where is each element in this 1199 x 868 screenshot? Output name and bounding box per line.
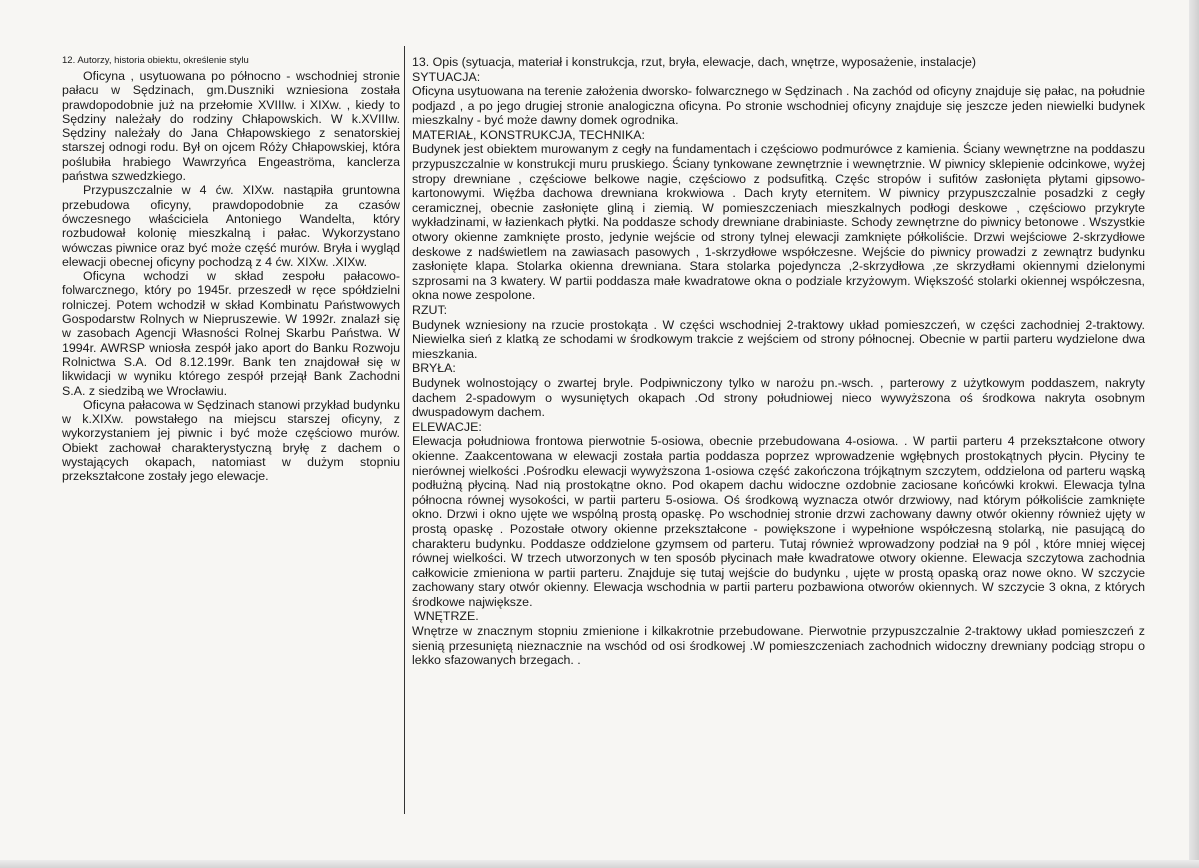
column-divider: [404, 46, 405, 814]
interior-body: Wnętrze w znacznym stopniu zmienione i kilkakrotnie przebudowane. Pierwotnie przypuszczalnie 2-traktowy układ pomieszczeń z sienią przesuniętą nieznacznie na wschód od osi środkowej .W pomieszczeniach zachodnich widoczny drewniany podciąg stropu o lekko sfazowanych brzegach. .: [412, 624, 1145, 668]
elevations-title: ELEWACJE:: [412, 419, 482, 434]
situation-title: SYTUACJA:: [412, 69, 481, 84]
plan-title: RZUT:: [412, 303, 448, 317]
plan-body: Budynek wzniesiony na rzucie prostokąta . W części wschodniej 2-traktowy układ pomieszczeń, w części zachodniej 2-traktowy. Niewielka sień z klatką ze schodami w środkowym trakcie z wejściem od strony północnej. Obecnie w partii parteru wydzielone dwa mieszkania.: [412, 317, 1145, 361]
scan-edge-right: [1189, 0, 1199, 868]
scan-edge-bottom: [0, 860, 1199, 868]
material-title: MATERIAŁ, KONSTRUKCJA, TECHNIKA:: [412, 127, 645, 142]
mass-title: BRYŁA:: [412, 361, 456, 376]
section-13-heading: 13. Opis (sytuacja, materiał i konstrukcja, rzut, bryła, elewacje, dach, wnętrze, wyposażenie, instalacje): [412, 55, 977, 69]
situation-body: Oficyna usytuowana na terenie założenia dworsko- folwarcznego w Sędzinach . Na zachód od oficyny znajduje się pałac, na południe podjazd , a po jego drugiej stronie analogiczna oficyna. Po stronie wschodniej oficyny znajduje się jeszcze jeden niewielki budynek mieszkalny - być może dawny domek ogrodnika.: [412, 84, 1145, 128]
elevations-body: Elewacja południowa frontowa pierwotnie 5-osiowa, obecnie przebudowana 4-osiowa. . W partii parteru 4 przekształcone otwory okienne. Zaakcentowana w elewacji została partia poddasza poprzez wprowadzenie wgłębnych prostokątnych płycin. Płyciny te nierównej wielkości .Pośrodku elewacji wywyższona 1-osiowa część zakończona trójkątnym szczytem, oddzielona od parteru wąską podłużną płyciną. Nad nią prostokątne okno. Pod okapem dachu widoczne ozdobnie zaciosane końcówki krokwi. Elewacja tylna północna równej wysokości, w partii parteru 5-osiowa. Oś środkową wyznacza otwór drzwiowy, nad którym półkoliście zamknięte okno. Drzwi i okno ujęte we wspólną prostą opaskę. Po wschodniej stronie drzwi zachowany dawny otwór okienny również ujęty w prostą opaskę . Pozostałe otwory okienne przekształcone - powiększone i wypełnione współczesną stolarką, nie pasującą do charakteru budynku. Poddasze oddzielone gzymsem od parteru. Tutaj również wprowadzony podział na 9 pól , które mniej więcej równej wielkości. W trzech utworzonych w ten sposób płycinach małe kwadratowe otwory okienne. Elewacja szczytowa zachodnia całkowicie zmieniona w partii parteru. Znajduje się tutaj wejście do budynku , ujęte w prostą opaską oraz nowe okno. W szczycie zachowany stary otwór okienny. Elewacja wschodnia w partii parteru pozbawiona otworów okiennych. W szczycie 3 okna, z których środkowe największe.: [412, 434, 1145, 609]
right-column: [412, 55, 1145, 668]
history-paragraph-3: Oficyna wchodzi w skład zespołu pałacowo-folwarcznego, który po 1945r. przeszedł w ręce spółdzielni rolniczej. Potem wchodził w skład Kombinatu Państwowych Gospodarstw Rolnych w Niepruszewie. W 1992r. znalazł się w zasobach Agencji Własności Rolnej Skarbu Państwa. W 1994r. AWRSP wniosła zespół jako aport do Banku Rozwoju Rolnictwa S.A. Od 8.12.199r. Bank ten znajdował się w likwidacji w wyniku którego zespół przejął Bank Zachodni S.A. z siedzibą we Wrocławiu.: [62, 269, 400, 398]
left-column: [62, 55, 400, 484]
history-paragraph-1: Oficyna , usytuowana po północno - wschodniej stronie pałacu w Sędzinach, gm.Duszniki wzniesiona została prawdopodobnie już na przełomie XVIIIw. i XIXw. , kiedy to Sędziny należały do rodziny Chłapowskich. W k.XVIIIw. Sędziny należały do Jana Chłapowskiego z senatorskiej starszej odnogi rodu. Był on ojcem Róży Chłapowskiej, która poślubiła hrabiego Wawrzyńca Engeaströma, kanclerza państwa szwedzkiego.: [62, 69, 400, 184]
material-body: Budynek jest obiektem murowanym z cegły na fundamentach i częściowo podmurówce z kamienia. Ściany wewnętrzne na poddaszu przypuszczalnie w konstrukcji muru pruskiego. Ściany tynkowane zewnętrznie i wewnętrznie. W piwnicy sklepienie odcinkowe, wyżej stropy drewniane , częściowe belkowe nagie, częściowo z podsufitką. Częśc stropów i sufitów zasłonięta płytami gipsowo- kartonowymi. Więźba dachowa drewniana krokwiowa . Dach kryty eternitem. W piwnicy przypuszczalnie posadzki z cegły ceramicznej, obecnie zasłonięte gliną i ziemią. W pomieszczeniach mieszkalnych podłogi deskowe , częściowo przykryte wykładzinami, w łazienkach płytki. Na poddasze schody drewniane drabiniaste. Schody zewnętrzne do piwnicy betonowe . Wszystkie otwory okienne zamknięte prosto, jedynie wejście od strony tylnej elewacji zamknięte półkoliście. Drzwi wejściowe 2-skrzydłowe deskowe z nadświetlem na zawiasach pasowych , 1-skrzydłowe współczesne. Wejście do piwnicy prowadzi z zewnątrz budynku zasłonięte klapa. Stolarka okienna drewniana. Stara stolarka pojedyncza ,2-skrzydłowa ,ze skrzydłami okiennymi dzielonymi szprosami na 3 kwatery. W partii poddasza małe kwadratowe okna o podziale krzyżowym. Większość stolarki okiennej współczesna, okna nowe zespolone.: [412, 142, 1145, 303]
mass-body: Budynek wolnostojący o zwartej bryle. Podpiwniczony tylko w narożu pn.-wsch. , parterowy z użytkowym poddaszem, nakryty dachem 2-spadowym o wysuniętych okapach .Od strony południowej nieco wywyższona oś środkowa nakryta osobnym dwuspadowym dachem.: [412, 375, 1145, 420]
section-12-heading: 12. Autorzy, historia obiektu, określenie stylu: [62, 55, 249, 66]
interior-title: WNĘTRZE.: [414, 609, 479, 624]
history-paragraph-2: Przypuszczalnie w 4 ćw. XIXw. nastąpiła gruntowna przebudowa oficyny, prawdopodobnie za czasów ówczesnego właściciela Antoniego Wandelta, który rozbudował kolonię mieszkalną i pałac. Wykorzystano wówczas piwnice oraz być może część murów. Bryła i wygląd elewacji obecnej oficyny pochodzą z 4 ćw. XIXw. .XIXw.: [62, 183, 400, 269]
history-paragraph-4: Oficyna pałacowa w Sędzinach stanowi przykład budynku w k.XIXw. powstałego na miejscu starszej oficyny, z wykorzystaniem jej piwnic i być może częściowo murów. Obiekt zachował charakterystyczną bryłę z dachem o wystających okapach, natomiast w dużym stopniu przekształcone zostały jego elewacje.: [62, 397, 400, 484]
